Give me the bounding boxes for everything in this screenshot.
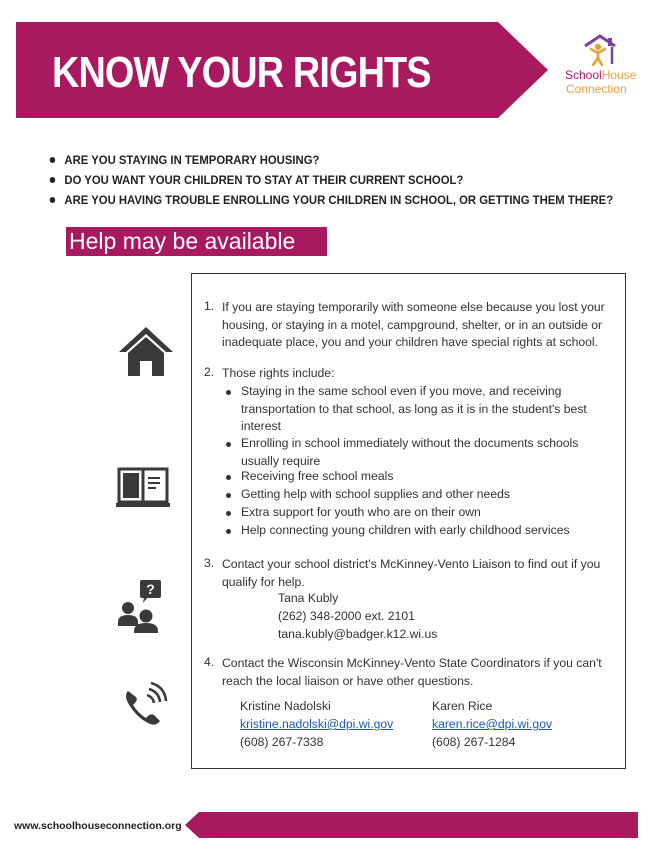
logo-house-icon [582,34,618,66]
rights-bullet [241,522,570,540]
item-1-text [222,299,605,352]
state-coordinator-contact [240,697,393,751]
item-number: 4. [204,655,215,669]
question-item: DO YOU WANT YOUR CHILDREN TO STAY AT THEIR CURRENT SCHOOL? [46,170,613,190]
text-line: inadequate place, you and your children have special rights at school. [222,335,599,349]
rights-bullet [241,468,393,486]
text-line: Help connecting young children with early childhood services [241,523,570,537]
question-list [46,150,650,210]
text-line: Receiving free school meals [241,469,394,483]
contact-phone: (608) 267-7338 [240,735,324,749]
contact-phone: (262) 348-2000 ext. 2101 [278,609,415,623]
liaison-contact [278,589,437,643]
text-line: Staying in the same school even if you move, and receiving [241,384,562,398]
question-item: ARE YOU HAVING TROUBLE ENROLLING YOUR CHILDREN IN SCHOOL, OR GETTING THEM THERE? [46,190,613,210]
rights-bullet [241,504,481,522]
text-line: Enrolling in school immediately without the documents schools [241,436,579,450]
item-3-text [222,556,600,591]
contact-email-link[interactable]: karen.rice@dpi.wi.gov [432,717,553,731]
contact-name: Kristine Nadolski [240,699,331,713]
rights-bullet [241,435,578,470]
question-item: ARE YOU STAYING IN TEMPORARY HOUSING? [46,150,613,170]
question-people-icon [118,578,164,634]
contact-email: tana.kubly@badger.k12.wi.us [278,627,438,641]
footer-bar [185,812,638,838]
text-line: reach the local liaison or have other questions. [222,673,474,688]
phone-icon [120,681,168,729]
contact-name: Tana Kubly [278,591,339,605]
item-number: 2. [204,365,215,379]
svg-text:?: ? [146,581,155,597]
contact-name: Karen Rice [432,699,493,713]
logo-wordmark-line2: Connection [566,82,627,96]
text-line: qualify for help. [222,574,305,589]
text-line: housing, or staying in a motel, campground, shelter, or in an outside or [222,317,603,332]
rights-bullet [241,383,587,436]
rights-bullet [241,486,510,504]
header-banner [16,22,548,118]
text-line: transportation to that school, as long as it is in the student's best [241,401,587,416]
house-icon [117,325,175,377]
text-line: Contact the Wisconsin McKinney-Vento State Coordinators if you can't [222,656,602,670]
item-4-text [222,655,602,690]
contact-email-link[interactable]: kristine.nadolski@dpi.wi.gov [240,717,394,731]
text-line: If you are staying temporarily with someone else because you lost your [222,300,605,314]
page-title: KNOW YOUR RIGHTS [52,48,431,97]
contact-phone: (608) 267-1284 [432,735,516,749]
schoolhouse-connection-logo [556,34,642,98]
footer-website[interactable]: www.schoolhouseconnection.org [14,820,182,832]
item-number: 1. [204,299,215,313]
item-2-intro: Those rights include: [222,366,335,380]
text-line: interest [241,419,281,433]
text-line: usually require [241,453,321,468]
logo-wordmark-line1: SchoolHouse [565,68,637,82]
text-line: Contact your school district's McKinney-Vento Liaison to find out if you [222,557,601,571]
text-line: Extra support for youth who are on their own [241,505,481,519]
book-icon [116,466,170,508]
item-number: 3. [204,556,215,570]
help-banner: Help may be available [66,227,327,256]
text-line: Getting help with school supplies and other needs [241,487,510,501]
state-coordinator-contact [432,697,552,751]
